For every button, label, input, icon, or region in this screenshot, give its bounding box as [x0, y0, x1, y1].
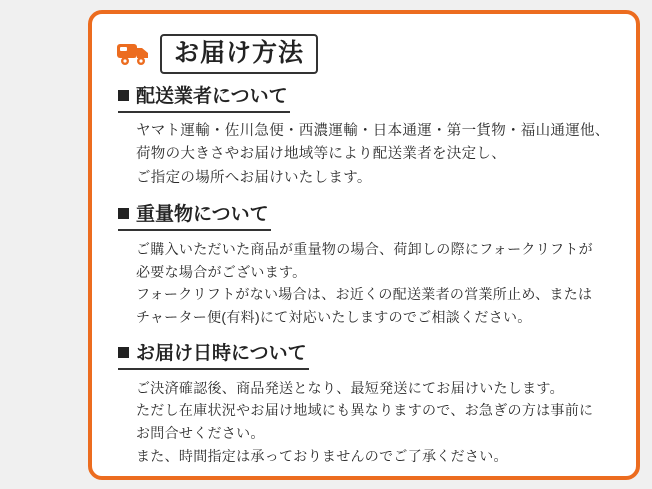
square-bullet-icon — [118, 347, 129, 358]
square-bullet-icon — [118, 90, 129, 101]
body-line: ご購入いただいた商品が重量物の場合、荷卸しの際にフォークリフトが — [136, 241, 593, 258]
card-title-row — [116, 34, 616, 74]
body-line: お問合せください。 — [136, 424, 265, 441]
section-heading — [118, 204, 271, 231]
body-line: ご決済確認後、商品発送となり、最短発送にてお届けいたします。 — [136, 379, 564, 396]
section-delivery-date — [118, 343, 616, 467]
square-bullet-icon — [118, 208, 129, 219]
section-heading-text: 配送業者について — [136, 86, 288, 107]
body-line: フォークリフトがない場合は、お近くの配送業者の営業所止め、または — [136, 286, 593, 303]
section-heading-text: お届け日時について — [136, 342, 307, 364]
body-line: 必要な場合がございます。 — [136, 263, 307, 280]
section-body — [136, 377, 616, 468]
body-line: ただし在庫状況やお届け地域にも異なりますので、お急ぎの方は事前に — [136, 402, 594, 419]
card-title-box — [160, 34, 318, 74]
body-line: また、時間指定は承っておりませんのでご了承ください。 — [136, 447, 508, 464]
body-line: 荷物の大きさやお届け地域等により配送業者を決定し、 — [136, 146, 506, 163]
section-body — [136, 120, 616, 190]
body-line: チャーター便(有料)にて対応いたしますのでご相談ください。 — [136, 309, 532, 326]
body-line: ヤマト運輸・佐川急便・西濃運輸・日本通運・第一貨物・福山通運他、 — [136, 122, 610, 139]
body-line: ご指定の場所へお届けいたします。 — [136, 169, 372, 186]
section-heading-text: 重量物について — [136, 204, 269, 226]
section-heading — [118, 343, 309, 370]
section-heading — [118, 86, 290, 113]
shipping-info-card — [88, 10, 640, 480]
delivery-truck-icon — [116, 40, 150, 68]
section-heavy-items — [118, 204, 616, 328]
section-body — [136, 238, 616, 329]
page-title: お届け方法 — [174, 39, 305, 67]
section-shipping-carriers — [118, 86, 616, 190]
